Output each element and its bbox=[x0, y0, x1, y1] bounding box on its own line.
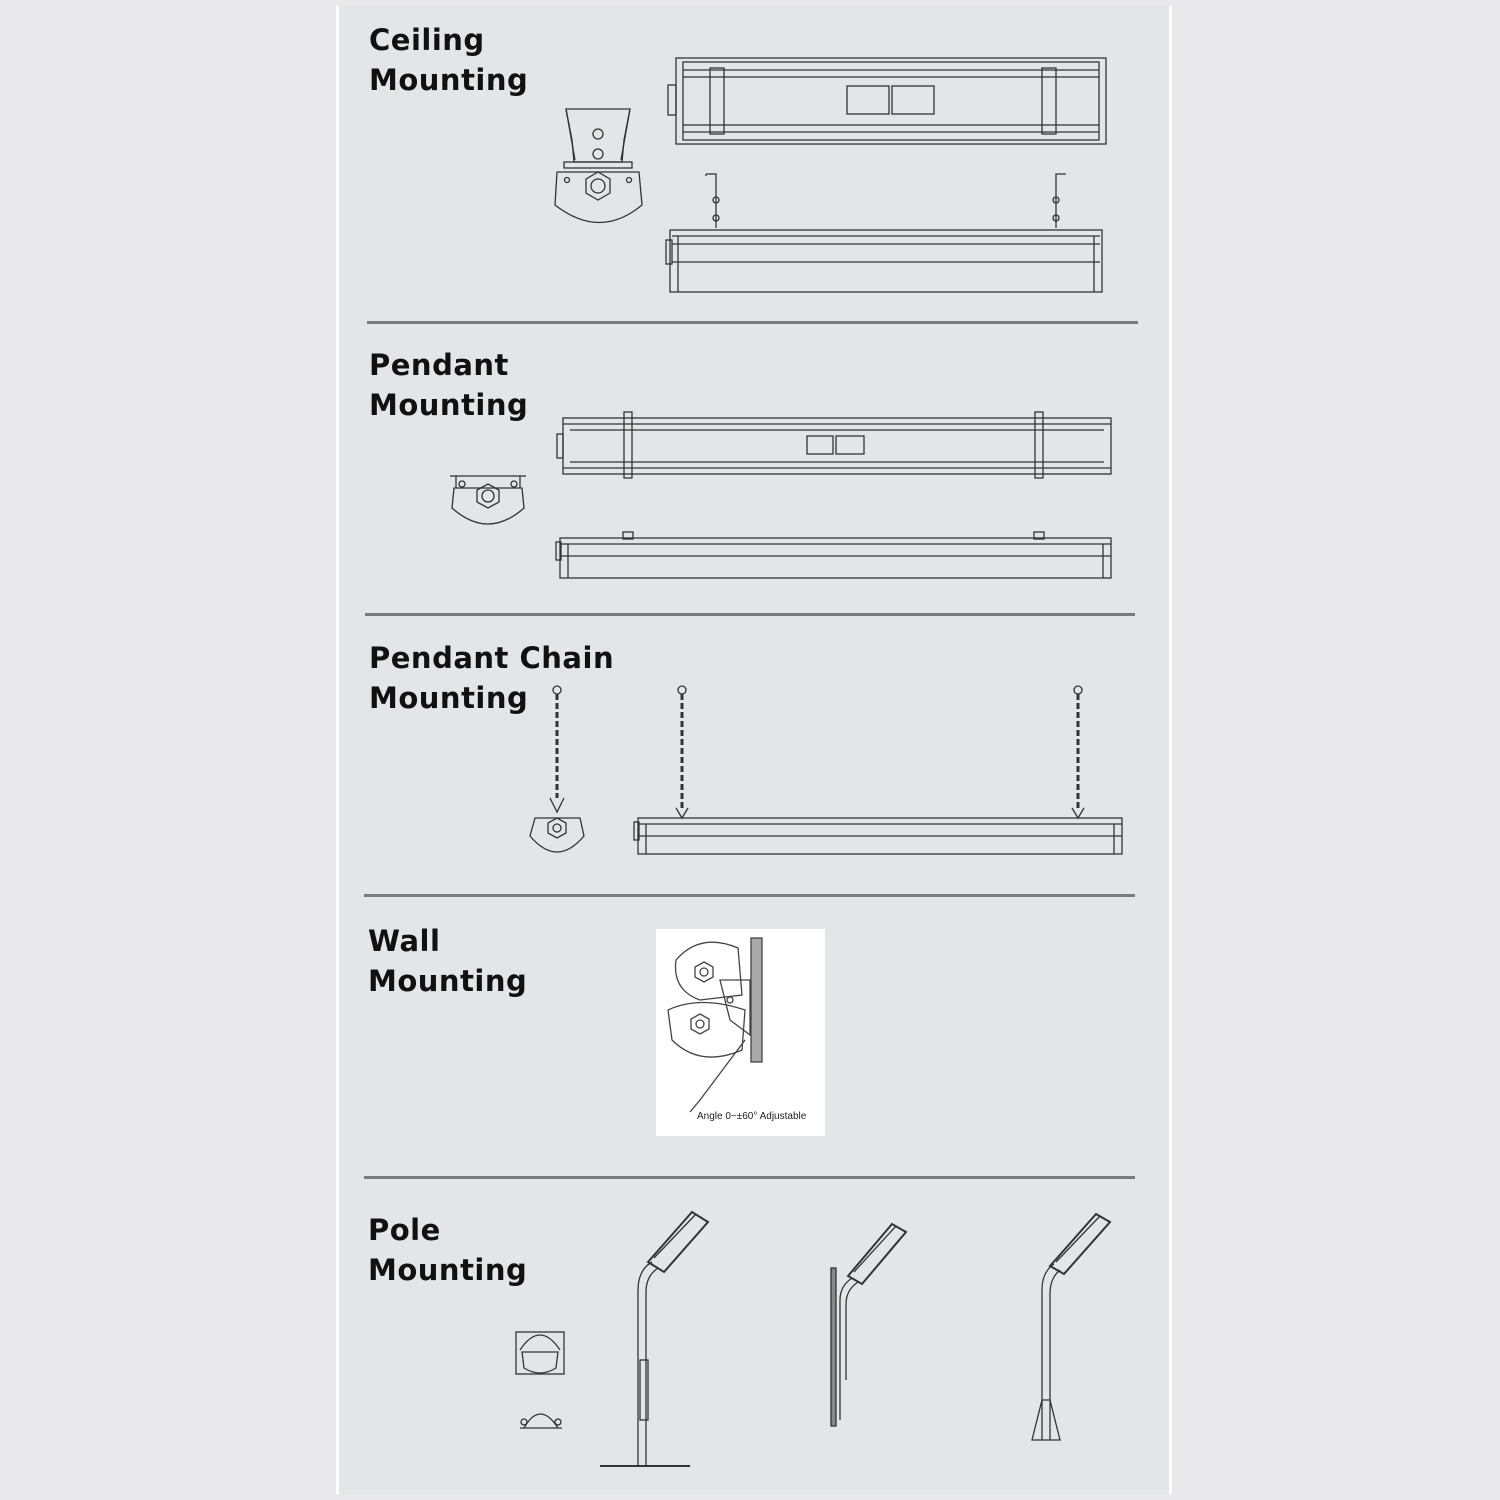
section-title-line2: Mounting bbox=[369, 63, 529, 97]
ceiling-fixture-side-view bbox=[666, 174, 1102, 292]
section-title-line1: Ceiling bbox=[369, 23, 485, 57]
section-title-line2: Mounting bbox=[368, 1253, 528, 1287]
pendant-fixture-side-view bbox=[556, 532, 1111, 578]
section-title-line2: Mounting bbox=[368, 964, 528, 998]
section-title-line2: Mounting bbox=[369, 388, 529, 422]
pole-mount-base bbox=[1032, 1214, 1110, 1440]
chain-end-view bbox=[530, 686, 584, 852]
ceiling-fixture-top-view bbox=[668, 58, 1106, 144]
pole-bracket-small-views bbox=[516, 1332, 564, 1428]
angle-adjustable-label: Angle 0~±60° Adjustable bbox=[697, 1111, 807, 1122]
pole-mount-straight bbox=[600, 1212, 708, 1466]
pendant-bracket-end-view bbox=[450, 476, 526, 524]
section-title-line1: Wall bbox=[368, 924, 441, 958]
ceiling-bracket-end-view bbox=[555, 109, 642, 223]
pole-mount-wall bbox=[831, 1224, 906, 1426]
section-title-line1: Pendant Chain bbox=[369, 641, 615, 675]
pendant-fixture-top-view bbox=[557, 412, 1111, 478]
wall-bracket-drawing bbox=[668, 938, 762, 1112]
section-title-line1: Pendant bbox=[369, 348, 509, 382]
section-title-line2: Mounting bbox=[369, 681, 529, 715]
chain-fixture-side-view bbox=[634, 686, 1122, 854]
section-title-line1: Pole bbox=[368, 1213, 441, 1247]
